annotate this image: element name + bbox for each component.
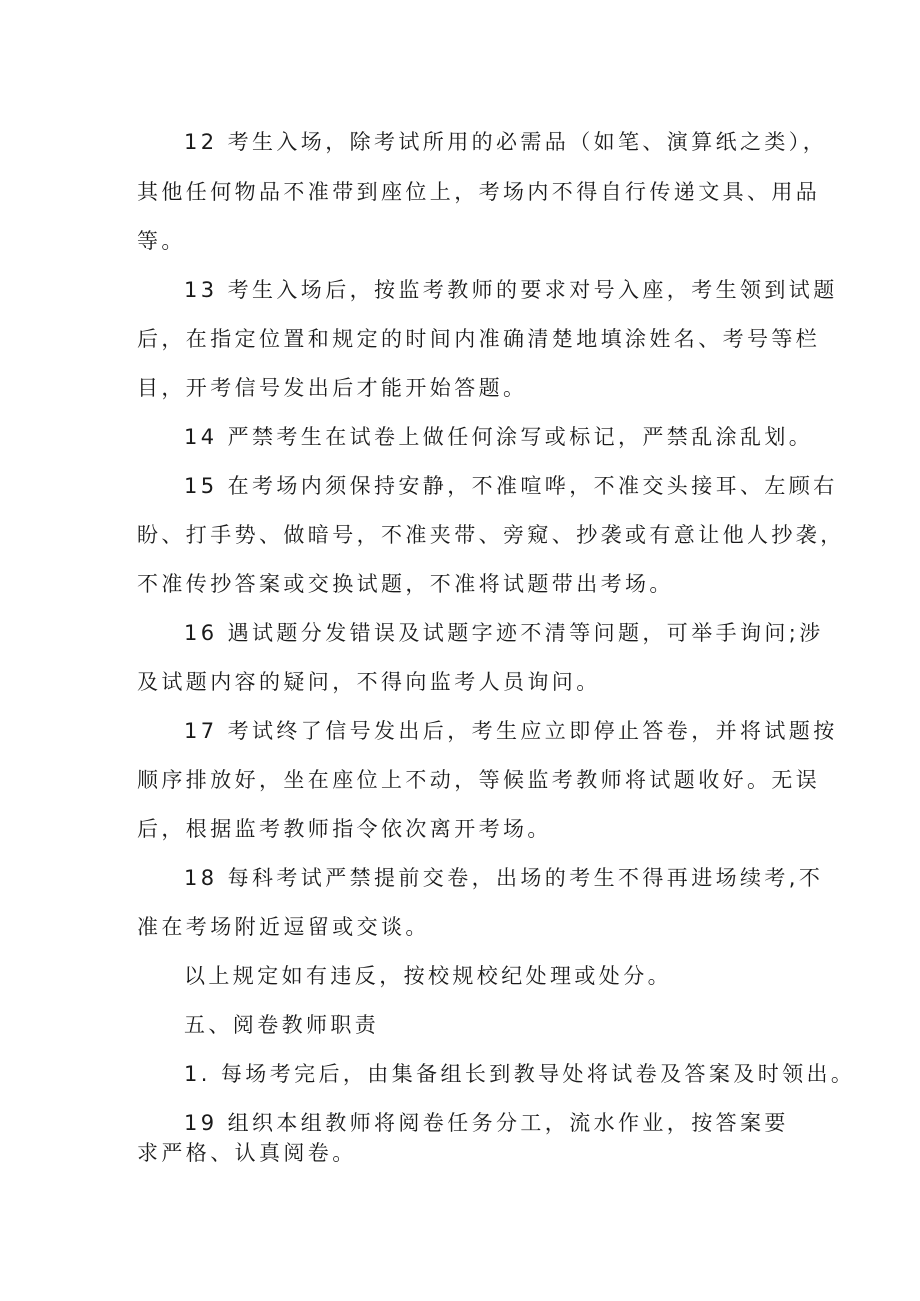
section-heading: 五、阅卷教师职责 bbox=[184, 1013, 380, 1037]
paragraph-19-line-1: 19 组织本组教师将阅卷任务分工，流水作业，按答案要 bbox=[184, 1111, 789, 1135]
paragraph-15-line-1: 15 在考场内须保持安静，不准喧哗，不准交头接耳、左顾右 bbox=[184, 474, 838, 498]
paragraph-19-line-2: 求严格、认真阅卷。 bbox=[137, 1141, 357, 1165]
paragraph-12-line-2: 其他任何物品不准带到座位上，考场内不得自行传递文具、用品 bbox=[137, 180, 821, 204]
paragraph-17-line-1: 17 考试终了信号发出后，考生应立即停止答卷，并将试题按 bbox=[184, 719, 838, 743]
paragraph-14-line-1: 14 严禁考生在试卷上做任何涂写或标记，严禁乱涂乱划。 bbox=[184, 425, 814, 449]
paragraph-12-line-3: 等。 bbox=[137, 229, 186, 253]
paragraph-17-line-2: 顺序排放好，坐在座位上不动，等候监考教师将试题收好。无误 bbox=[137, 768, 821, 792]
grading-item-1: 1. 每场考完后，由集备组长到教导处将试卷及答案及时领出。 bbox=[184, 1062, 856, 1086]
closing-note: 以上规定如有违反，按校规校纪处理或处分。 bbox=[184, 964, 672, 988]
paragraph-15-line-2: 盼、打手势、做暗号，不准夹带、旁窥、抄袭或有意让他人抄袭， bbox=[137, 523, 845, 547]
paragraph-13-line-2: 后，在指定位置和规定的时间内准确清楚地填涂姓名、考号等栏 bbox=[137, 327, 821, 351]
paragraph-18-line-2: 准在考场附近逗留或交谈。 bbox=[137, 915, 430, 939]
paragraph-17-line-3: 后，根据监考教师指令依次离开考场。 bbox=[137, 817, 552, 841]
paragraph-18-line-1: 18 每科考试严禁提前交卷，出场的考生不得再进场续考,不 bbox=[184, 866, 824, 890]
paragraph-16-line-1: 16 遇试题分发错误及试题字迹不清等问题，可举手询问;涉 bbox=[184, 621, 824, 645]
paragraph-12-line-1: 12 考生入场，除考试所用的必需品（如笔、演算纸之类）， bbox=[184, 130, 828, 154]
paragraph-15-line-3: 不准传抄答案或交换试题，不准将试题带出考场。 bbox=[137, 572, 674, 596]
paragraph-13-line-3: 目，开考信号发出后才能开始答题。 bbox=[137, 376, 528, 400]
paragraph-16-line-2: 及试题内容的疑问，不得向监考人员询问。 bbox=[137, 670, 601, 694]
paragraph-13-line-1: 13 考生入场后，按监考教师的要求对号入座，考生领到试题 bbox=[184, 278, 838, 302]
